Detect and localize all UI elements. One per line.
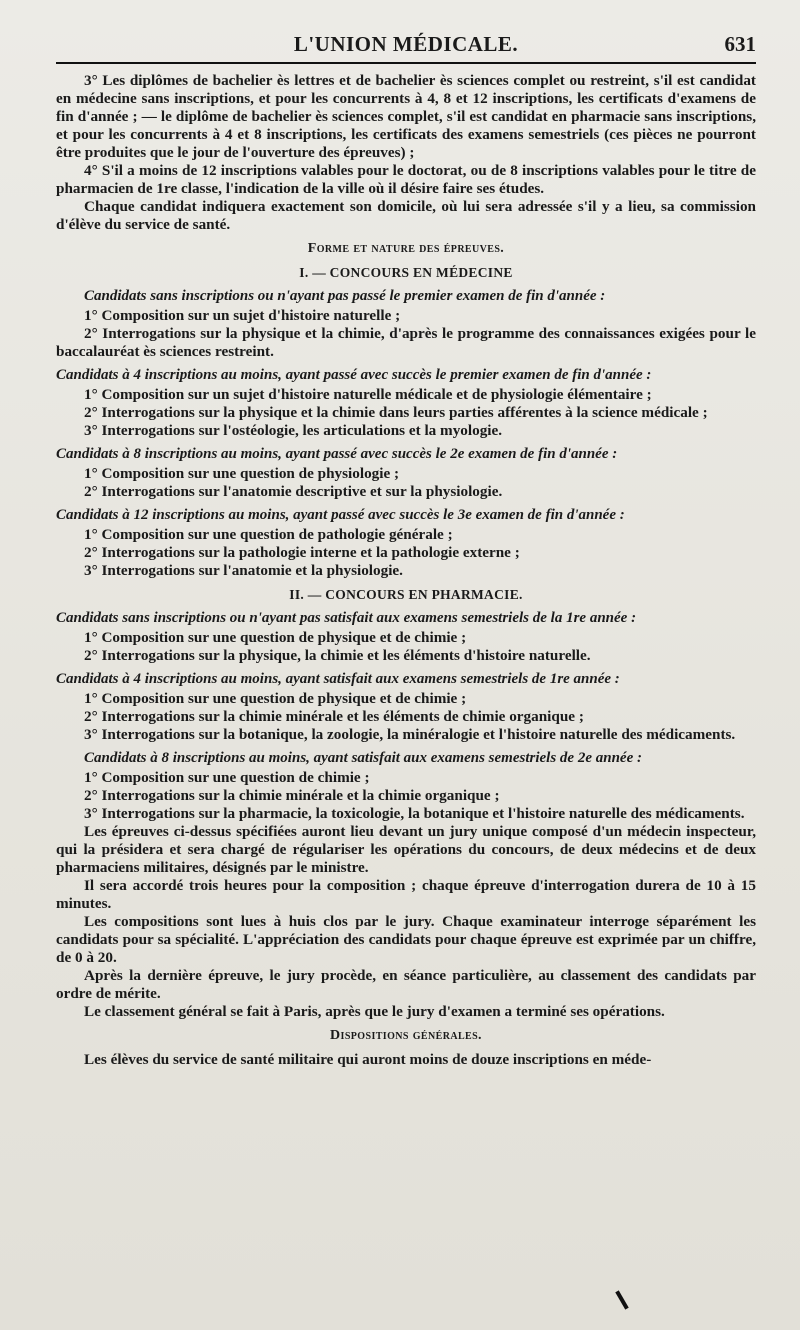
dispositions-paragraph: Les élèves du service de santé militaire qui auront moins de douze inscriptions en méde- (84, 1051, 652, 1068)
list-item: 3° Interrogations sur l'ostéologie, les articulations et la myologie. (84, 422, 503, 439)
page-number: 631 (724, 32, 756, 56)
list-item: 1° Composition sur une question de pathologie générale ; (84, 526, 453, 543)
dispositions-heading: Dispositions générales. (330, 1028, 482, 1043)
condition-heading: Candidats à 4 inscriptions au moins, ayant passé avec succès le premier examen de fin d'année : (56, 367, 652, 383)
list-item: 2° Interrogations sur l'anatomie descriptive et sur la physiologie. (84, 483, 503, 500)
closing-paragraph-paris: Le classement général se fait à Paris, après que le jury d'examen a terminé ses opérations. (84, 1003, 665, 1020)
list-item: 2° Interrogations sur la physique et la chimie, d'après le programme des connaissances exigées pour le baccalauréat ès sciences restreint. (56, 325, 756, 360)
intro-paragraph-3: 3° Les diplômes de bachelier ès lettres et de bachelier ès sciences complet ou restreint, s'il est candidat en médecine sans inscriptions, et pour les concurrents à 4, 8 et 12 inscriptions, les certificats d'examens de fin d'année ; — le diplôme de bachelier ès sciences complet, s'il est candidat en pharmacie sans inscriptions, et pour les concurrents à 4 et 8 inscriptions, les certificats des examens semestriels (ces pièces ne pourront être produites que le jour de l'ouverture des épreuves) ; (56, 72, 756, 161)
ink-mark-icon (615, 1290, 628, 1309)
list-item: 2° Interrogations sur la chimie minérale et les éléments de chimie organique ; (84, 708, 584, 725)
list-item: 1° Composition sur une question de physique et de chimie ; (84, 629, 467, 646)
intro-paragraph-domicile: Chaque candidat indiquera exactement son domicile, où lui sera adressée s'il y a lieu, sa commission d'élève du service de santé. (56, 198, 756, 233)
condition-heading: Candidats sans inscriptions ou n'ayant pas satisfait aux examens semestriels de la 1re année : (56, 610, 637, 626)
condition-heading: Candidats à 12 inscriptions au moins, ayant passé avec succès le 3e examen de fin d'année : (56, 507, 625, 523)
section-pharmacie-heading: II. — CONCOURS EN PHARMACIE. (289, 587, 523, 602)
condition-heading: Candidats sans inscriptions ou n'ayant pas passé le premier examen de fin d'année : (84, 288, 606, 304)
list-item: 1° Composition sur une question de physiologie ; (84, 465, 400, 482)
article-body (56, 62, 756, 1069)
section-medecine-heading: I. — CONCOURS EN MÉDECINE (299, 265, 513, 280)
list-item: 1° Composition sur une question de chimie ; (84, 769, 370, 786)
condition-heading: Candidats à 4 inscriptions au moins, ayant satisfait aux examens semestriels de 1re année : (56, 671, 620, 687)
running-title: L'UNION MÉDICALE. (293, 32, 519, 56)
list-item: 2° Interrogations sur la pathologie interne et la pathologie externe ; (84, 544, 520, 561)
closing-paragraph-duree: Il sera accordé trois heures pour la composition ; chaque épreuve d'interrogation durera de 10 à 15 minutes. (56, 877, 756, 912)
list-item: 2° Interrogations sur la chimie minérale et la chimie organique ; (84, 787, 500, 804)
condition-heading: Candidats à 8 inscriptions au moins, ayant passé avec succès le 2e examen de fin d'année : (56, 446, 618, 462)
forme-heading: Forme et nature des épreuves. (307, 241, 505, 256)
header-rule (56, 62, 756, 64)
list-item: 1° Composition sur une question de physique et de chimie ; (84, 690, 467, 707)
page-header (56, 0, 756, 62)
list-item: 2° Interrogations sur la physique et la chimie dans leurs parties afférentes à la science médicale ; (84, 404, 708, 421)
closing-paragraph-jury: Les épreuves ci-dessus spécifiées auront lieu devant un jury unique composé d'un médecin inspecteur, qui la présidera et sera chargé de régulariser les opérations du concours, de deux médecins et de deux pharmaciens militaires, désignés par le ministre. (56, 823, 756, 876)
list-item: 1° Composition sur un sujet d'histoire naturelle ; (84, 307, 401, 324)
closing-paragraph-classement: Après la dernière épreuve, le jury procède, en séance particulière, au classement des candidats par ordre de mérite. (56, 967, 756, 1002)
list-item: 3° Interrogations sur la pharmacie, la toxicologie, la botanique et l'histoire naturelle des médicaments. (84, 805, 745, 822)
intro-paragraph-4: 4° S'il a moins de 12 inscriptions valables pour le doctorat, ou de 8 inscriptions valables pour le titre de pharmacien de 1re classe, l'indication de la ville où il désire faire ses études. (56, 162, 756, 197)
list-item: 3° Interrogations sur la botanique, la zoologie, la minéralogie et l'histoire naturelle des médicaments. (84, 726, 736, 743)
condition-heading: Candidats à 8 inscriptions au moins, ayant satisfait aux examens semestriels de 2e année : (84, 750, 642, 766)
list-item: 3° Interrogations sur l'anatomie et la physiologie. (84, 562, 403, 579)
list-item: 1° Composition sur un sujet d'histoire naturelle médicale et de physiologie élémentaire ; (84, 386, 652, 403)
closing-paragraph-compositions: Les compositions sont lues à huis clos par le jury. Chaque examinateur interroge séparément les candidats pour sa spécialité. L'appréciation des candidats pour chaque épreuve est exprimée par un chiffre, de 0 à 20. (56, 913, 756, 966)
list-item: 2° Interrogations sur la physique, la chimie et les éléments d'histoire naturelle. (84, 647, 591, 664)
